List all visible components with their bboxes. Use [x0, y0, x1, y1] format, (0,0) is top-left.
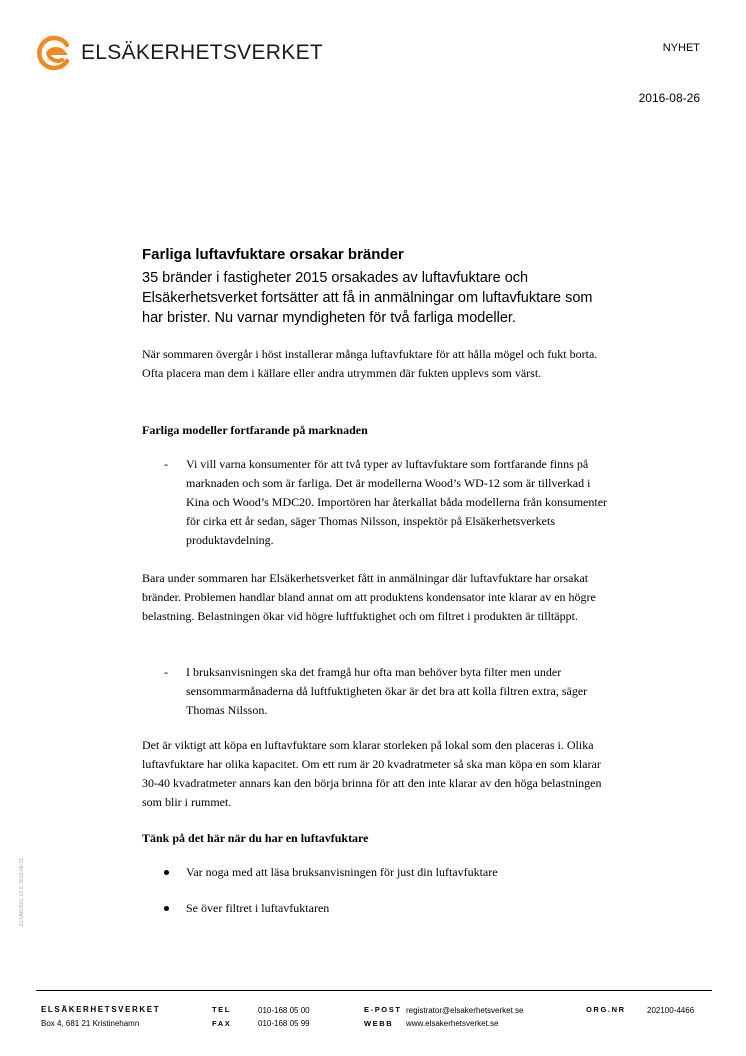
article-lead: 35 bränder i fastigheter 2015 orsakades av luftavfuktare och Elsäkerhetsverket fortsätter att få in anmälningar om luftavfuktare som har brister. Nu varnar myndigheten för två farliga modeller. — [142, 270, 593, 326]
footer-email-label: E-POST — [364, 1005, 402, 1014]
quote-item-1 — [164, 455, 614, 550]
section-heading-2: Tänk på det här när du har en luftavfuktare — [142, 831, 369, 845]
paragraph-1: När sommaren övergår i höst installerar många luftavfuktare för att hålla mögel och fukt borta. Ofta placera man dem i källare eller andra utrymmen där fukten upplevs som värst. — [142, 347, 598, 380]
document-version-id: ELSÄK2601, v2.0, 2016-08-23 — [19, 858, 25, 926]
bullet-icon — [164, 870, 169, 875]
list-item: Se över filtret i luftavfuktaren — [164, 901, 329, 916]
section-heading-1: Farliga modeller fortfarande på marknaden — [142, 423, 368, 437]
document-date: 2016-08-26 — [638, 91, 700, 105]
footer-fax-label: FAX — [212, 1019, 232, 1028]
quote-text-1: Vi vill varna konsumenter för att två typer av luftavfuktare som fortfarande finns på marknaden och som är farliga. Det är modellerna Wood’s WD-12 som är tillverkad i Kina och Wood’s MDC20. Importören har återkallat båda modellerna från konsumenter för cirka ett år sedan, säger Thomas Nilsson, inspektör på Elsäkerhetsverkets produktavdelning. — [186, 457, 608, 547]
dash-marker: - — [164, 665, 168, 679]
footer-tel-label: TEL — [212, 1005, 231, 1014]
bullet-icon — [164, 906, 169, 911]
dash-marker: - — [164, 457, 168, 471]
article-title: Farliga luftavfuktare orsakar bränder — [142, 246, 404, 263]
footer-fax: 010-168 05 99 — [258, 1019, 310, 1028]
footer-org: ELSÄKERHETSVERKET — [41, 1005, 161, 1014]
quote-item-2 — [164, 663, 614, 720]
quote-text-2: I bruksanvisningen ska det framgå hur ofta man behöver byta filter men under sensommarmånaderna då luftfuktigheten ökar är det bra att kolla filtren extra, säger Thomas Nilsson. — [186, 665, 588, 717]
footer-orgnr-label: ORG.NR — [586, 1005, 626, 1014]
document-type: NYHET — [662, 42, 700, 54]
paragraph-2: Bara under sommaren har Elsäkerhetsverket fått in anmälningar där luftavfuktare har orsakat bränder. Problemen handlar bland annat om att produktens kondensator inte klarar av en högre belastning. Belastningen ökar vid högre luftfuktighet och om filtret i produkten är tilltäppt. — [142, 571, 596, 623]
logo — [36, 35, 323, 71]
list-item: Var noga med att läsa bruksanvisningen för just din luftavfuktare — [164, 865, 498, 880]
elsakerhetsverket-logo-icon — [36, 35, 72, 71]
footer-address: Box 4, 681 21 Kristinehamn — [41, 1019, 140, 1028]
brand-name: ELSÄKERHETSVERKET — [81, 41, 324, 64]
footer-email[interactable]: registrator@elsakerhetsverket.se — [406, 1006, 524, 1015]
paragraph-3: Det är viktigt att köpa en luftavfuktare som klarar storleken på lokal som den placeras i. Olika luftavfuktare har olika kapacitet. Om ett rum är 20 kvadratmeter så ska man köpa en som klarar 30-40 kvadratmeter annars kan den börja brinna för att den inte klarar av den höga belastningen som blir i rummet. — [142, 738, 602, 809]
footer-web[interactable]: www.elsakerhetsverket.se — [406, 1019, 499, 1028]
footer-web-label: WEBB — [364, 1019, 394, 1028]
footer-tel: 010-168 05 00 — [258, 1006, 310, 1015]
footer-orgnr: 202100-4466 — [647, 1006, 695, 1015]
footer-divider — [36, 990, 712, 991]
